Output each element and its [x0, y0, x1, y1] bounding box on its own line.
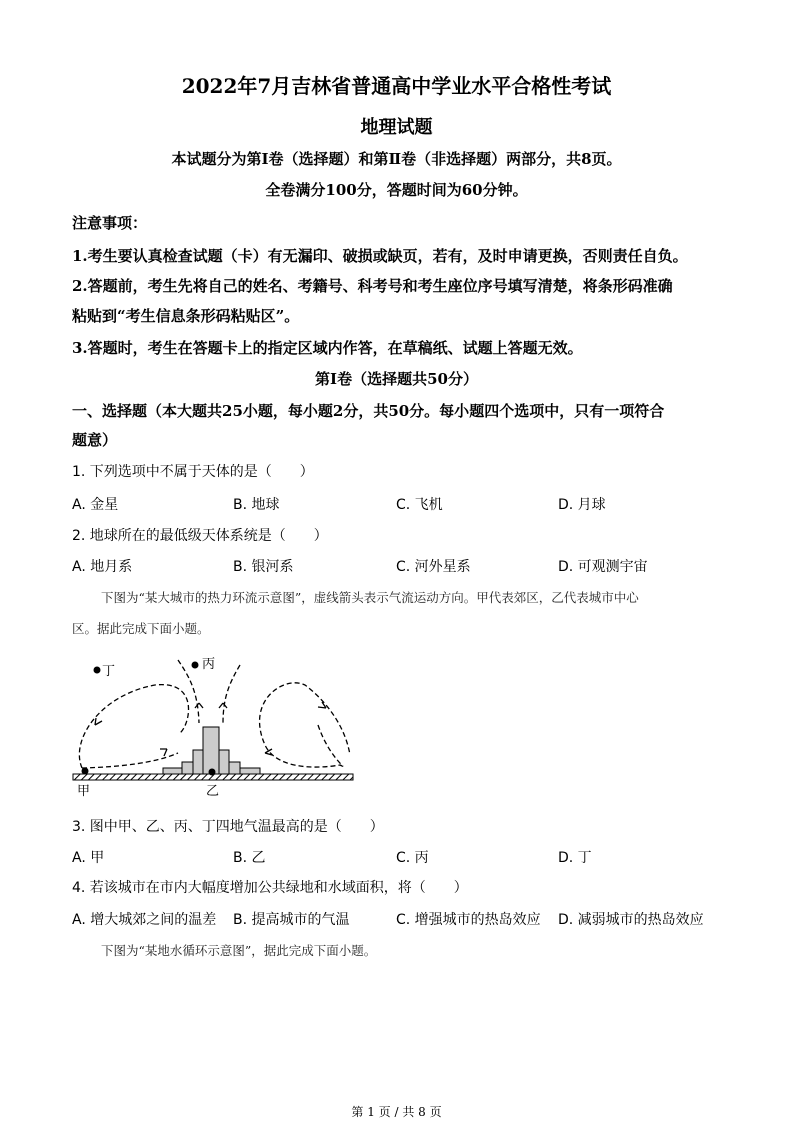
- label-jia: 甲: [77, 784, 91, 799]
- q3-option-c[interactable]: C. 丙: [396, 850, 429, 866]
- point-yi-marker: [209, 769, 216, 776]
- section-title: 第Ⅰ卷（选择题共50分）: [315, 370, 478, 388]
- question-4-stem: 4. 若该城市在市内大幅度增加公共绿地和水域面积，将（ ）: [72, 880, 468, 896]
- q4-option-d[interactable]: D. 减弱城市的热岛效应: [558, 912, 704, 928]
- point-jia-marker: [82, 768, 89, 775]
- q4-option-a[interactable]: A. 增大城郊之间的温差: [72, 912, 217, 928]
- q2-option-a[interactable]: A. 地月系: [72, 559, 133, 575]
- q3-option-b[interactable]: B. 乙: [233, 850, 266, 866]
- heat-circulation-diagram: [60, 645, 360, 800]
- page-footer: 第 1 页 / 共 8 页: [351, 1105, 442, 1119]
- q1-option-c[interactable]: C. 飞机: [396, 497, 443, 513]
- section-desc: 题意）: [72, 431, 118, 449]
- q2-option-c[interactable]: C. 河外星系: [396, 559, 471, 575]
- label-yi: 乙: [206, 784, 220, 799]
- question-3-stem: 3. 图中甲、乙、丙、丁四地气温最高的是（ ）: [72, 819, 384, 835]
- point-bing-marker: [192, 662, 199, 669]
- q1-option-a[interactable]: A. 金星: [72, 497, 119, 513]
- point-ding-marker: [94, 667, 101, 674]
- city-buildings: [163, 727, 260, 774]
- exam-subtitle: 地理试题: [360, 117, 433, 138]
- question-2-stem: 2. 地球所在的最低级天体系统是（ ）: [72, 528, 328, 544]
- notice-item: 3.答题时，考生在答题卡上的指定区域内作答，在草稿纸、试题上答题无效。: [72, 339, 583, 357]
- label-bing: 丙: [202, 657, 216, 672]
- intro-line: 全卷满分100分，答题时间为60分钟。: [265, 181, 528, 199]
- passage-text: 下图为“某大城市的热力环流示意图”，虚线箭头表示气流运动方向。甲代表郊区，乙代表城市中心: [101, 590, 639, 605]
- q1-option-b[interactable]: B. 地球: [233, 497, 280, 513]
- q1-option-d[interactable]: D. 月球: [558, 497, 606, 513]
- passage-text: 区。据此完成下面小题。: [72, 621, 210, 636]
- section-desc: 一、选择题（本大题共25小题，每小题2分，共50分。每小题四个选项中，只有一项符合: [72, 402, 665, 420]
- q3-option-a[interactable]: A. 甲: [72, 850, 105, 866]
- notice-item: 1.考生要认真检查试题（卡）有无漏印、破损或缺页，若有，及时申请更换，否则责任自负。: [72, 247, 688, 265]
- notice-item: 粘贴到“考生信息条形码粘贴区”。: [72, 307, 300, 325]
- notice-item: 2.答题前，考生先将自己的姓名、考籍号、科考号和考生座位序号填写清楚，将条形码准确: [72, 277, 673, 295]
- q3-option-d[interactable]: D. 丁: [558, 850, 592, 866]
- exam-title: 2022年7月吉林省普通高中学业水平合格性考试: [181, 74, 612, 98]
- q2-option-d[interactable]: D. 可观测宇宙: [558, 559, 648, 575]
- q2-option-b[interactable]: B. 银河系: [233, 559, 294, 575]
- question-1-stem: 1. 下列选项中不属于天体的是（ ）: [72, 464, 314, 480]
- notice-heading: 注意事项：: [72, 214, 148, 232]
- passage-text: 下图为“某地水循环示意图”，据此完成下面小题。: [101, 943, 377, 958]
- label-ding: 丁: [102, 664, 116, 679]
- intro-line: 本试题分为第Ⅰ卷（选择题）和第Ⅱ卷（非选择题）两部分，共8页。: [171, 150, 622, 168]
- q4-option-b[interactable]: B. 提高城市的气温: [233, 912, 350, 928]
- q4-option-c[interactable]: C. 增强城市的热岛效应: [396, 912, 541, 928]
